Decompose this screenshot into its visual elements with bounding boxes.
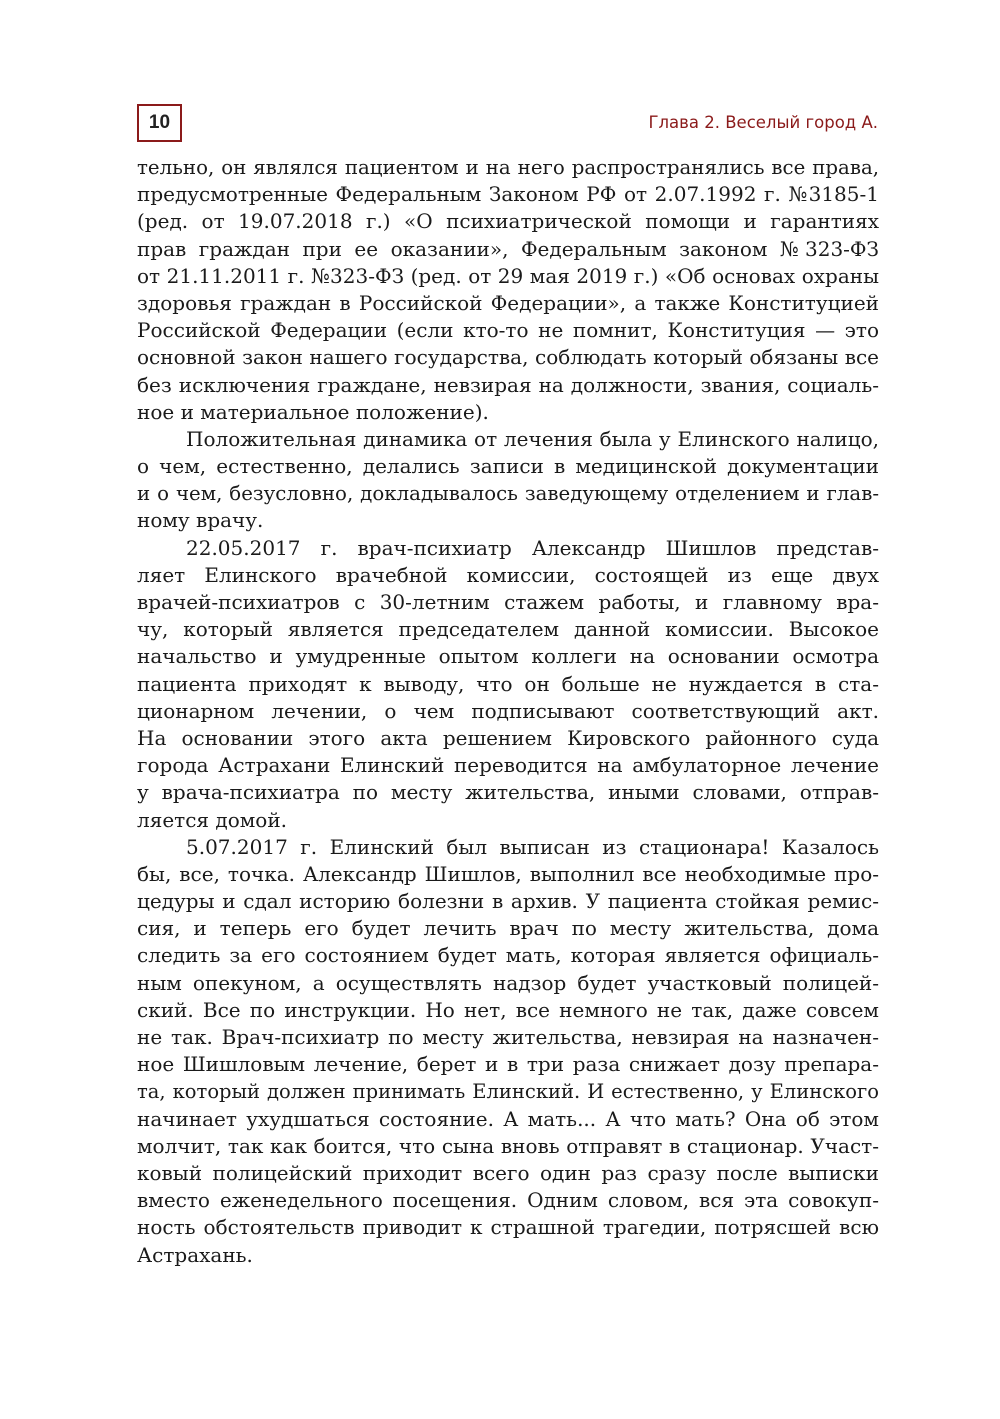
text-line: у врача-психиатра по месту жительства, иными словами, отправ- — [137, 780, 879, 805]
text-line: ский. Все по инструкции. Но нет, все немного не так, даже совсем — [137, 997, 879, 1022]
text-line: цедуры и сдал историю болезни в архив. У пациента стойкая ремис- — [137, 889, 879, 914]
text-line: Российской Федерации (если кто-то не помнит, Конституция — это — [137, 318, 879, 343]
text-line: следить за его состоянием будет мать, которая является официаль- — [137, 943, 879, 968]
text-line: На основании этого акта решением Кировского районного суда — [137, 725, 879, 750]
page-number: 10 — [137, 104, 182, 142]
text-line: тельно, он являлся пациентом и на него распространялись все права, — [137, 156, 879, 179]
text-line: и о чем, безусловно, докладывалось заведующему отделением и глав- — [137, 482, 879, 506]
text-line: ционарном лечении, о чем подписывают соответствующий акт. — [137, 698, 879, 723]
text-line: пациента приходят к выводу, что он больше не нуждается в ста- — [137, 671, 879, 696]
text-line: сия, и теперь его будет лечить врач по месту жительства, дома — [137, 916, 879, 941]
text-line: города Астрахани Елинский переводится на амбулаторное лечение — [137, 753, 879, 778]
text-line: начинает ухудшаться состояние. А мать... А что мать? Она об этом — [137, 1106, 879, 1131]
text-line: та, который должен принимать Елинский. И естественно, у Елинского — [137, 1080, 879, 1104]
text-line: (ред. от 19.07.2018 г.) «О психиатрической помощи и гарантиях — [137, 209, 879, 234]
text-line: 22.05.2017 г. врач-психиатр Александр Шишлов представ- — [186, 535, 879, 560]
text-line: молчит, так как боится, что сына вновь отправят в стационар. Участ- — [137, 1133, 879, 1158]
text-line: без исключения граждане, невзирая на должности, звания, социаль- — [137, 372, 879, 397]
text-line: врачей-психиатров с 30-летним стажем работы, и главному вра- — [137, 590, 879, 614]
text-line: 5.07.2017 г. Елинский был выписан из стационара! Казалось — [186, 834, 879, 859]
text-line: основной закон нашего государства, соблюдать который обязаны все — [137, 345, 879, 370]
text-line: ность обстоятельств приводит к страшной трагедии, потрясшей всю — [137, 1215, 879, 1240]
text-line: ное Шишловым лечение, берет и в три раза снижает дозу препара- — [137, 1052, 879, 1077]
text-line: ковый полицейский приходит всего один раз сразу после выписки — [137, 1160, 879, 1185]
text-line: начальство и умудренные опытом коллеги на основании осмотра — [137, 644, 879, 669]
running-head: Глава 2. Веселый город А. — [648, 113, 878, 132]
text-line: предусмотренные Федеральным Законом РФ от 2.07.1992 г. №3185-1 — [137, 182, 879, 207]
paragraph-1 — [137, 154, 879, 426]
text-line: ным опекуном, а осуществлять надзор будет участковый полицей- — [137, 970, 879, 995]
text-line: ное и материальное положение). — [137, 399, 489, 424]
text-line: ляет Елинского врачебной комиссии, состоящей из еще двух — [137, 562, 879, 587]
text-line: не так. Врач-психиатр по месту жительства, невзирая на назначен- — [137, 1025, 879, 1049]
text-line: здоровья граждан в Российской Федерации», а также Конституцией — [137, 290, 879, 315]
paragraph-2 — [137, 426, 879, 535]
text-line: чу, который является председателем данной комиссии. Высокое — [137, 617, 879, 642]
paragraph-4 — [137, 834, 879, 1269]
text-line: вместо еженедельного посещения. Одним словом, вся эта совокуп- — [137, 1188, 879, 1213]
text-line: ляется домой. — [137, 807, 288, 832]
text-line: от 21.11.2011 г. №323-ФЗ (ред. от 29 мая 2019 г.) «Об основах охраны — [137, 263, 879, 288]
text-line: бы, все, точка. Александр Шишлов, выполнил все необходимые про- — [137, 861, 879, 886]
text-line: Положительная динамика от лечения была у Елинского налицо, — [186, 426, 879, 451]
text-line: прав граждан при ее оказании», Федеральным законом №323-ФЗ — [137, 236, 879, 261]
text-line: о чем, естественно, делались записи в медицинской документации — [137, 454, 879, 479]
paragraph-3 — [137, 535, 879, 834]
body-text — [137, 154, 879, 1269]
text-line: ному врачу. — [137, 508, 264, 533]
text-line: Астрахань. — [137, 1242, 253, 1267]
